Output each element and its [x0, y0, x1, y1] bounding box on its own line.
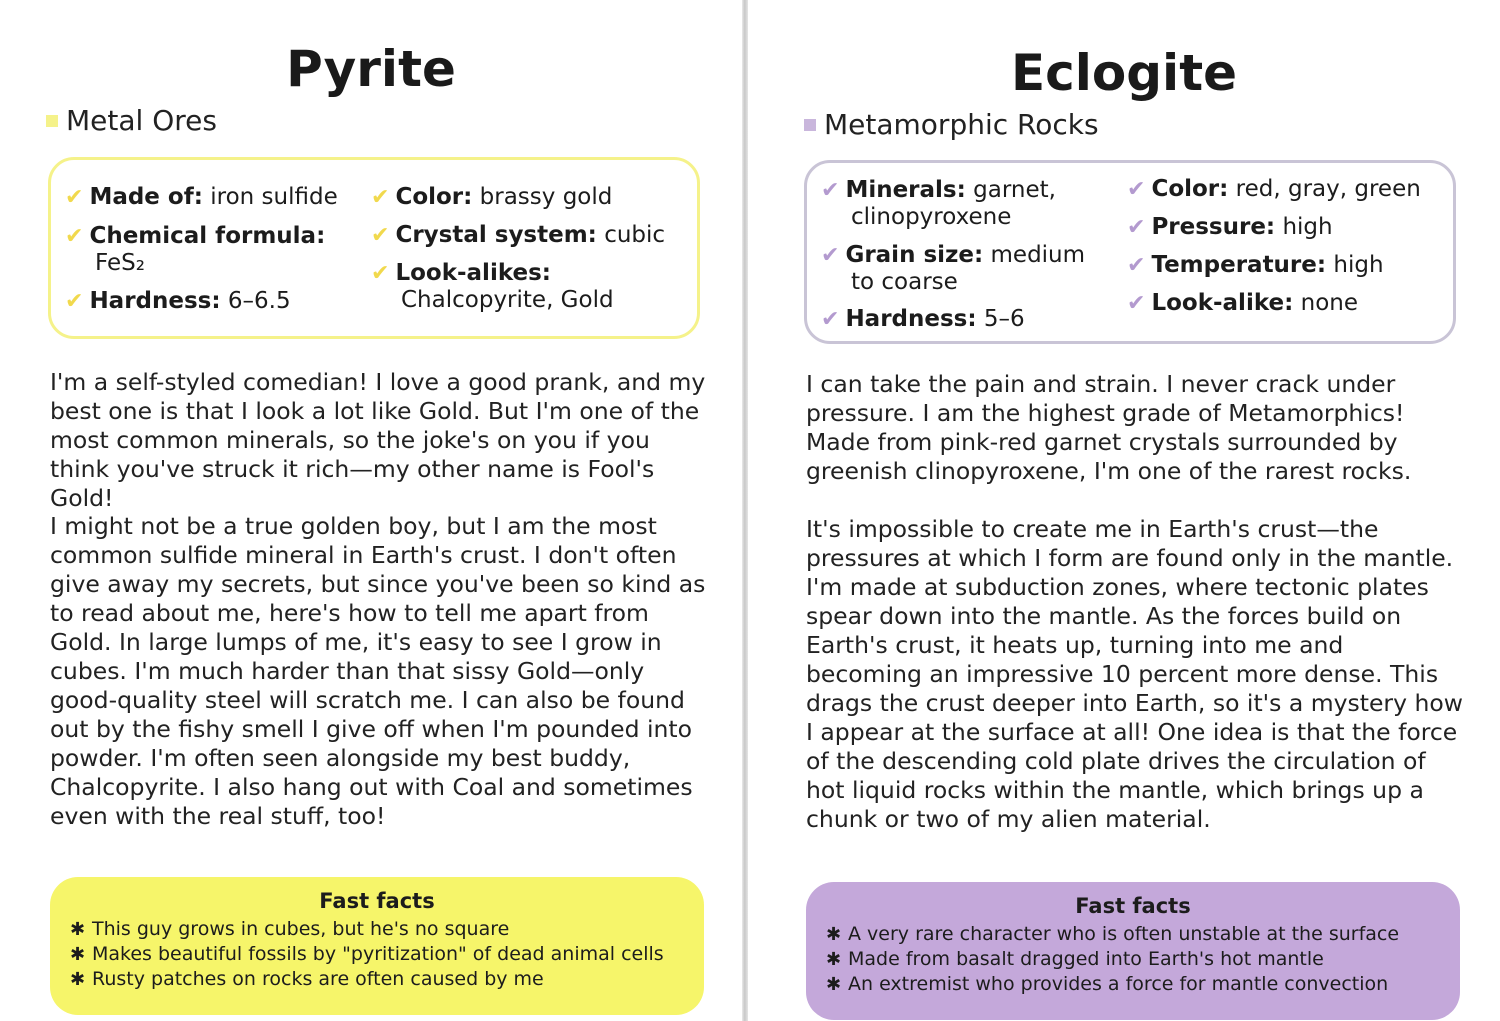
check-icon: ✔	[821, 307, 840, 332]
prop-pressure: ✔ Pressure: high	[1127, 214, 1333, 240]
fast-fact-item: ✱ An extremist who provides a force for mantle convection	[826, 973, 1389, 995]
category-square-icon	[804, 119, 816, 131]
check-icon: ✔	[65, 185, 84, 210]
check-icon: ✔	[371, 223, 390, 248]
body-paragraph-1: I can take the pain and strain. I never crack under pressure. I am the highest grade of Metamorphics! Made from pink-red garnet crystals surrounded by greenish clinopyroxene, I'm one of the rarest rocks.	[806, 370, 1412, 485]
check-icon: ✔	[1127, 215, 1146, 240]
check-icon: ✔	[1127, 253, 1146, 278]
page-title: Eclogite	[1010, 44, 1238, 102]
fast-facts-box	[806, 882, 1460, 1020]
asterisk-icon: ✱	[70, 919, 86, 940]
fast-fact-item: ✱ Made from basalt dragged into Earth's hot mantle	[826, 948, 1324, 970]
prop-color: ✔ Color: brassy gold	[371, 184, 613, 210]
fast-fact-item: ✱ A very rare character who is often unstable at the surface	[826, 923, 1400, 945]
check-icon: ✔	[821, 178, 840, 203]
properties-box	[48, 157, 700, 339]
prop-color: ✔ Color: red, gray, green	[1127, 176, 1421, 202]
fast-fact-item: ✱ Makes beautiful fossils by "pyritization" of dead animal cells	[70, 943, 664, 965]
category-text: Metamorphic Rocks	[824, 108, 1099, 141]
body-paragraph-1: I'm a self-styled comedian! I love a good prank, and my best one is that I look a lot like Gold. But I'm one of the most common minerals, so the joke's on you if you think you've struck it rich—my other name is Fool's Gold!	[50, 368, 706, 512]
fast-fact-item: ✱ Rusty patches on rocks are often caused by me	[70, 968, 544, 990]
check-icon: ✔	[65, 289, 84, 314]
prop-grain-size: ✔ Grain size: medium to coarse	[821, 242, 1086, 295]
category-square-icon	[46, 115, 58, 127]
check-icon: ✔	[371, 261, 390, 286]
body-paragraph-2: I might not be a true golden boy, but I am the most common sulfide mineral in Earth's crust. I don't often give away my secrets, but since you've been so kind as to read about me, here's how to tell me apart from Gold. In large lumps of me, it's easy to see I grow in cubes. I'm much harder than that sissy Gold—only good-quality steel will scratch me. I can also be found out by the fishy smell I give off when I'm pounded into powder. I'm often seen alongside my best buddy, Chalcopyrite. I also hang out with Coal and sometimes even with the real stuff, too!	[50, 512, 706, 830]
fast-facts-title: Fast facts	[1075, 894, 1191, 918]
category-label	[46, 104, 217, 137]
prop-hardness: ✔ Hardness: 6–6.5	[65, 288, 291, 314]
prop-temperature: ✔ Temperature: high	[1127, 252, 1384, 278]
page-title: Pyrite	[286, 40, 456, 98]
prop-look-alikes: ✔ Look-alikes: Chalcopyrite, Gold	[371, 260, 614, 313]
asterisk-icon: ✱	[70, 944, 86, 965]
category-text: Metal Ores	[66, 104, 217, 137]
asterisk-icon: ✱	[826, 924, 842, 945]
fast-facts-title: Fast facts	[319, 889, 435, 913]
asterisk-icon: ✱	[70, 969, 86, 990]
check-icon: ✔	[821, 243, 840, 268]
prop-hardness: ✔ Hardness: 5–6	[821, 306, 1025, 332]
check-icon: ✔	[1127, 177, 1146, 202]
fast-fact-item: ✱ This guy grows in cubes, but he's no square	[70, 918, 510, 940]
body-paragraph-2: It's impossible to create me in Earth's crust—the pressures at which I form are found only in the mantle. I'm made at subduction zones, where tectonic plates spear down into the mantle. As the forces build on Earth's crust, it heats up, turning into me and becoming an impressive 10 percent more dense. This drags the crust deeper into Earth, so it's a mystery how I appear at the surface at all! One idea is that the force of the descending cold plate drives the circulation of hot liquid rocks within the mantle, which brings up a chunk or two of my alien material.	[806, 515, 1463, 833]
prop-look-alike: ✔ Look-alike: none	[1127, 290, 1359, 316]
page-pyrite	[0, 0, 742, 1021]
asterisk-icon: ✱	[826, 949, 842, 970]
asterisk-icon: ✱	[826, 974, 842, 995]
check-icon: ✔	[1127, 291, 1146, 316]
prop-chemical-formula: ✔ Chemical formula: FeS₂	[65, 223, 326, 276]
prop-crystal-system: ✔ Crystal system: cubic	[371, 222, 666, 248]
page-eclogite	[748, 0, 1500, 1021]
properties-box	[804, 160, 1456, 344]
check-icon: ✔	[371, 185, 390, 210]
category-label	[804, 108, 1099, 141]
prop-made-of: ✔ Made of: iron sulfide	[65, 184, 338, 210]
fast-facts-box	[50, 877, 704, 1015]
prop-minerals: ✔ Minerals: garnet, clinopyroxene	[821, 177, 1056, 230]
check-icon: ✔	[65, 224, 84, 249]
